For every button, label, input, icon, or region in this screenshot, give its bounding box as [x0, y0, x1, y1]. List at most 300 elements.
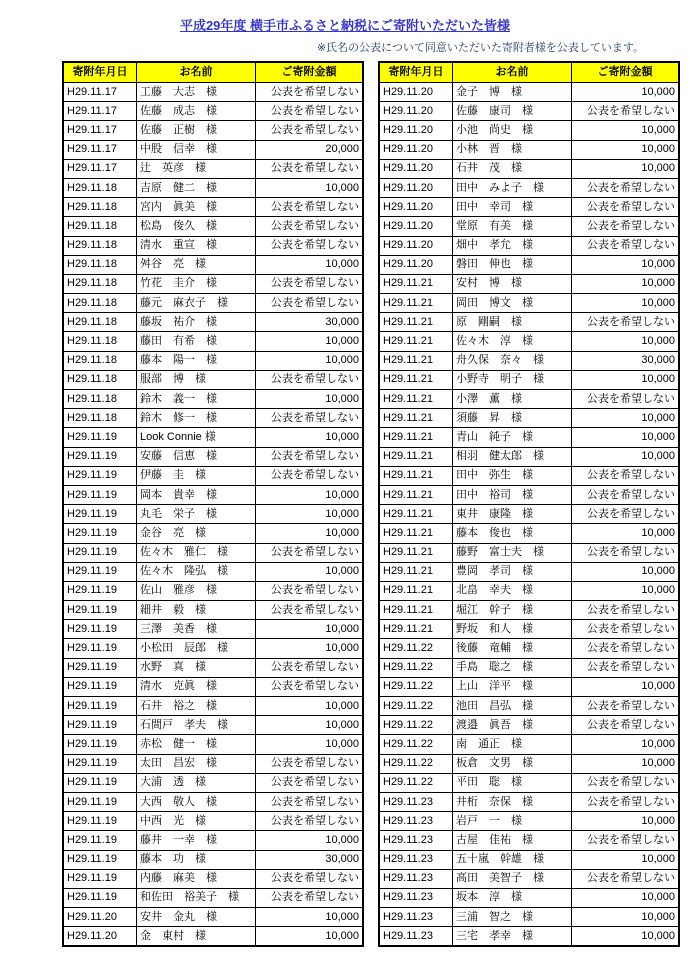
donation-date-cell: H29.11.19 — [63, 466, 137, 485]
donor-name-cell: 佐山 雅彦 様 — [137, 581, 256, 600]
table-row — [63, 716, 363, 735]
donation-date-cell: H29.11.18 — [63, 370, 137, 389]
donor-name-cell: 中股 信幸 様 — [137, 140, 256, 159]
donor-name-cell: 舛谷 亮 様 — [137, 255, 256, 274]
table-row — [379, 543, 679, 562]
donation-date-cell: H29.11.17 — [63, 102, 137, 121]
donor-name-cell: 小池 尚史 様 — [453, 121, 572, 140]
donation-amount-cell: 10,000 — [572, 908, 680, 927]
table-row — [379, 792, 679, 811]
donation-amount-cell: 10,000 — [256, 716, 364, 735]
donor-name-cell: 服部 博 様 — [137, 370, 256, 389]
table-row — [63, 581, 363, 600]
table-row — [63, 370, 363, 389]
table-row — [379, 370, 679, 389]
donation-date-cell: H29.11.22 — [379, 697, 453, 716]
donation-amount-cell: 公表を希望しない — [572, 313, 680, 332]
donor-name-cell: 池田 昌弘 様 — [453, 697, 572, 716]
donor-name-cell: 青山 純子 様 — [453, 428, 572, 447]
donation-amount-cell: 公表を希望しない — [256, 236, 364, 255]
donor-name-cell: 板倉 文男 様 — [453, 754, 572, 773]
donor-name-cell: 豊岡 孝司 様 — [453, 562, 572, 581]
donation-date-cell: H29.11.17 — [63, 83, 137, 102]
donation-amount-cell: 公表を希望しない — [572, 217, 680, 236]
donation-amount-cell: 公表を希望しない — [572, 466, 680, 485]
donor-name-cell: 佐々木 隆弘 様 — [137, 562, 256, 581]
table-row — [63, 217, 363, 236]
donation-amount-cell: 公表を希望しない — [256, 409, 364, 428]
table-row — [63, 888, 363, 907]
donor-name-cell: 手島 聡之 様 — [453, 658, 572, 677]
page-subtitle: ※氏名の公表について同意いただいた寄附者様を公表しています。 — [316, 42, 644, 54]
table-row — [63, 390, 363, 409]
donation-amount-cell: 10,000 — [572, 754, 680, 773]
table-row — [63, 697, 363, 716]
table-row — [63, 524, 363, 543]
donation-amount-cell: 公表を希望しない — [572, 601, 680, 620]
table-row — [63, 159, 363, 178]
donation-amount-cell: 10,000 — [256, 390, 364, 409]
table-row — [379, 869, 679, 888]
table-row — [63, 620, 363, 639]
table-row — [63, 83, 363, 102]
donation-date-cell: H29.11.22 — [379, 754, 453, 773]
table-row — [379, 332, 679, 351]
table-row — [63, 121, 363, 140]
donation-amount-cell: 10,000 — [572, 581, 680, 600]
donation-amount-cell: 公表を希望しない — [572, 716, 680, 735]
donor-name-cell: 小林 晋 様 — [453, 140, 572, 159]
table-row — [379, 255, 679, 274]
table-row — [63, 485, 363, 504]
donor-name-cell: 藤田 有希 様 — [137, 332, 256, 351]
table-row — [379, 217, 679, 236]
table-row — [63, 639, 363, 658]
table-row — [379, 351, 679, 370]
donation-amount-cell: 公表を希望しない — [572, 485, 680, 504]
table-row — [379, 697, 679, 716]
donor-name-cell: 清水 重宣 様 — [137, 236, 256, 255]
donation-date-cell: H29.11.19 — [63, 869, 137, 888]
donation-date-cell: H29.11.21 — [379, 409, 453, 428]
donation-amount-cell: 公表を希望しない — [256, 543, 364, 562]
donation-amount-cell: 公表を希望しない — [256, 869, 364, 888]
donation-date-cell: H29.11.20 — [379, 255, 453, 274]
column-header-amount: ご寄附金額 — [256, 62, 364, 83]
donor-name-cell: 田中 みよ子 様 — [453, 178, 572, 197]
table-row — [379, 102, 679, 121]
donor-name-cell: 藤本 功 様 — [137, 850, 256, 869]
table-row — [63, 447, 363, 466]
donation-date-cell: H29.11.19 — [63, 792, 137, 811]
donation-date-cell: H29.11.19 — [63, 677, 137, 696]
table-row — [63, 140, 363, 159]
donation-date-cell: H29.11.21 — [379, 294, 453, 313]
donation-date-cell: H29.11.20 — [63, 927, 137, 947]
donation-date-cell: H29.11.20 — [379, 140, 453, 159]
table-row — [63, 313, 363, 332]
donation-date-cell: H29.11.21 — [379, 485, 453, 504]
donation-amount-cell: 公表を希望しない — [256, 792, 364, 811]
donation-amount-cell: 公表を希望しない — [256, 121, 364, 140]
table-row — [63, 792, 363, 811]
donation-date-cell: H29.11.19 — [63, 485, 137, 504]
donor-name-cell: 田中 幸司 様 — [453, 198, 572, 217]
donor-name-cell: 丸毛 栄子 様 — [137, 505, 256, 524]
donor-name-cell: 東井 康隆 様 — [453, 505, 572, 524]
donation-date-cell: H29.11.19 — [63, 562, 137, 581]
donation-date-cell: H29.11.21 — [379, 505, 453, 524]
table-row — [379, 888, 679, 907]
donation-date-cell: H29.11.19 — [63, 543, 137, 562]
donor-name-cell: 渡邉 眞吾 様 — [453, 716, 572, 735]
table-row — [63, 735, 363, 754]
donation-date-cell: H29.11.22 — [379, 677, 453, 696]
donor-name-cell: 佐藤 正樹 様 — [137, 121, 256, 140]
donor-name-cell: 中西 光 様 — [137, 812, 256, 831]
table-row — [63, 505, 363, 524]
donor-name-cell: 藤元 麻衣子 様 — [137, 294, 256, 313]
donation-amount-cell: 10,000 — [256, 178, 364, 197]
donation-amount-cell: 公表を希望しない — [256, 601, 364, 620]
table-row — [379, 313, 679, 332]
donation-amount-cell: 10,000 — [256, 351, 364, 370]
donation-date-cell: H29.11.20 — [379, 217, 453, 236]
donation-amount-cell: 10,000 — [256, 505, 364, 524]
table-row — [63, 466, 363, 485]
table-row — [63, 601, 363, 620]
donor-name-cell: 南 通正 様 — [453, 735, 572, 754]
table-row — [63, 773, 363, 792]
donation-date-cell: H29.11.23 — [379, 850, 453, 869]
donor-name-cell: 畑中 孝允 様 — [453, 236, 572, 255]
table-row — [63, 274, 363, 293]
table-row — [379, 409, 679, 428]
donor-name-cell: 伊藤 圭 様 — [137, 466, 256, 485]
donation-amount-cell: 公表を希望しない — [572, 658, 680, 677]
donation-date-cell: H29.11.20 — [379, 198, 453, 217]
donation-amount-cell: 10,000 — [572, 121, 680, 140]
donor-name-cell: 石間戸 孝夫 様 — [137, 716, 256, 735]
donation-amount-cell: 公表を希望しない — [572, 236, 680, 255]
donor-name-cell: 藤本 俊也 様 — [453, 524, 572, 543]
donation-date-cell: H29.11.17 — [63, 121, 137, 140]
donation-amount-cell: 10,000 — [572, 159, 680, 178]
donor-name-cell: 佐々木 雅仁 様 — [137, 543, 256, 562]
donor-name-cell: 佐々木 淳 様 — [453, 332, 572, 351]
column-header-name: お名前 — [453, 62, 572, 83]
donation-date-cell: H29.11.23 — [379, 792, 453, 811]
donation-amount-cell: 10,000 — [572, 447, 680, 466]
donation-date-cell: H29.11.19 — [63, 735, 137, 754]
donor-name-cell: 五十嵐 幹雄 様 — [453, 850, 572, 869]
donor-name-cell: 佐藤 成志 様 — [137, 102, 256, 121]
donation-amount-cell: 公表を希望しない — [256, 581, 364, 600]
donor-name-cell: 三浦 智之 様 — [453, 908, 572, 927]
donation-amount-cell: 公表を希望しない — [256, 198, 364, 217]
donation-amount-cell: 20,000 — [256, 140, 364, 159]
donation-date-cell: H29.11.18 — [63, 198, 137, 217]
donation-date-cell: H29.11.20 — [379, 121, 453, 140]
table-row — [63, 908, 363, 927]
donation-amount-cell: 公表を希望しない — [572, 620, 680, 639]
column-header-amount: ご寄附金額 — [572, 62, 680, 83]
donor-name-cell: 金谷 亮 様 — [137, 524, 256, 543]
donation-date-cell: H29.11.20 — [379, 178, 453, 197]
column-header-date: 寄附年月日 — [63, 62, 137, 83]
donation-amount-cell: 10,000 — [256, 485, 364, 504]
table-row — [379, 812, 679, 831]
donor-name-cell: 和佐田 裕美子 様 — [137, 888, 256, 907]
donation-date-cell: H29.11.21 — [379, 447, 453, 466]
page-title-link[interactable]: 平成29年度 横手市ふるさと納税にご寄附いただいた皆様 — [179, 18, 511, 33]
table-row — [379, 140, 679, 159]
donor-name-cell: 石井 茂 様 — [453, 159, 572, 178]
donor-name-cell: 佐藤 康司 様 — [453, 102, 572, 121]
table-row — [63, 178, 363, 197]
donation-amount-cell: 公表を希望しない — [572, 543, 680, 562]
donor-name-cell: 工藤 大志 様 — [137, 83, 256, 102]
title-row — [0, 0, 690, 35]
donation-amount-cell: 公表を希望しない — [256, 466, 364, 485]
donor-name-cell: 大浦 透 様 — [137, 773, 256, 792]
donation-amount-cell: 公表を希望しない — [572, 792, 680, 811]
donor-name-cell: 小野寺 明子 様 — [453, 370, 572, 389]
donor-name-cell: 岩戸 一 様 — [453, 812, 572, 831]
donation-amount-cell: 公表を希望しない — [572, 773, 680, 792]
donation-amount-cell: 10,000 — [256, 620, 364, 639]
donor-name-cell: 相羽 健太郎 様 — [453, 447, 572, 466]
table-row — [63, 869, 363, 888]
donation-amount-cell: 10,000 — [256, 255, 364, 274]
table-row — [379, 850, 679, 869]
donation-date-cell: H29.11.18 — [63, 274, 137, 293]
donation-amount-cell: 公表を希望しない — [572, 869, 680, 888]
table-row — [379, 83, 679, 102]
table-row — [379, 428, 679, 447]
table-row — [379, 927, 679, 947]
table-row — [63, 332, 363, 351]
donor-name-cell: 須藤 昇 様 — [453, 409, 572, 428]
donation-amount-cell: 公表を希望しない — [572, 831, 680, 850]
donation-date-cell: H29.11.22 — [379, 716, 453, 735]
donor-name-cell: 太田 昌宏 様 — [137, 754, 256, 773]
donation-amount-cell: 公表を希望しない — [256, 159, 364, 178]
donation-amount-cell: 公表を希望しない — [256, 274, 364, 293]
donation-date-cell: H29.11.18 — [63, 409, 137, 428]
donor-name-cell: 三宅 孝幸 様 — [453, 927, 572, 947]
donation-amount-cell: 30,000 — [572, 351, 680, 370]
table-row — [63, 294, 363, 313]
table-row — [63, 255, 363, 274]
donation-date-cell: H29.11.19 — [63, 888, 137, 907]
donation-amount-cell: 10,000 — [572, 428, 680, 447]
donor-name-cell: 原 剛嗣 様 — [453, 313, 572, 332]
donation-date-cell: H29.11.22 — [379, 639, 453, 658]
donor-name-cell: 田中 裕司 様 — [453, 485, 572, 504]
donor-name-cell: 安藤 信恵 様 — [137, 447, 256, 466]
donor-name-cell: 岡田 博文 様 — [453, 294, 572, 313]
table-row — [379, 677, 679, 696]
donation-date-cell: H29.11.21 — [379, 428, 453, 447]
donation-date-cell: H29.11.19 — [63, 831, 137, 850]
donation-date-cell: H29.11.21 — [379, 390, 453, 409]
donation-amount-cell: 10,000 — [256, 927, 364, 947]
donation-date-cell: H29.11.21 — [379, 620, 453, 639]
table-row — [379, 466, 679, 485]
donation-date-cell: H29.11.23 — [379, 812, 453, 831]
table-row — [379, 505, 679, 524]
table-row — [63, 677, 363, 696]
donation-date-cell: H29.11.21 — [379, 351, 453, 370]
donation-amount-cell: 10,000 — [572, 735, 680, 754]
donation-date-cell: H29.11.19 — [63, 716, 137, 735]
donor-name-cell: 後藤 竜輔 様 — [453, 639, 572, 658]
donor-name-cell: 鈴木 修一 様 — [137, 409, 256, 428]
table-row — [63, 850, 363, 869]
donation-amount-cell: 公表を希望しない — [256, 677, 364, 696]
donation-date-cell: H29.11.19 — [63, 850, 137, 869]
donor-name-cell: 藤坂 祐介 様 — [137, 313, 256, 332]
donation-amount-cell: 10,000 — [572, 140, 680, 159]
donor-name-cell: 松島 俊久 様 — [137, 217, 256, 236]
table-row — [63, 102, 363, 121]
donation-date-cell: H29.11.19 — [63, 697, 137, 716]
table-row — [379, 639, 679, 658]
donor-name-cell: 赤松 健一 様 — [137, 735, 256, 754]
donation-date-cell: H29.11.18 — [63, 255, 137, 274]
donation-amount-cell: 公表を希望しない — [572, 639, 680, 658]
donation-amount-cell: 公表を希望しない — [572, 697, 680, 716]
donation-amount-cell: 10,000 — [572, 83, 680, 102]
donation-date-cell: H29.11.19 — [63, 754, 137, 773]
donation-amount-cell: 公表を希望しない — [572, 198, 680, 217]
table-row — [379, 274, 679, 293]
donation-amount-cell: 公表を希望しない — [572, 390, 680, 409]
column-header-date: 寄附年月日 — [379, 62, 453, 83]
donation-amount-cell: 公表を希望しない — [256, 888, 364, 907]
table-row — [379, 716, 679, 735]
donation-amount-cell: 公表を希望しない — [256, 754, 364, 773]
donor-name-cell: 平田 聡 様 — [453, 773, 572, 792]
donation-date-cell: H29.11.23 — [379, 888, 453, 907]
donor-name-cell: 岡本 貴幸 様 — [137, 485, 256, 504]
donation-amount-cell: 10,000 — [572, 677, 680, 696]
donation-amount-cell: 10,000 — [256, 332, 364, 351]
table-row — [63, 409, 363, 428]
donation-amount-cell: 公表を希望しない — [256, 294, 364, 313]
table-row — [379, 908, 679, 927]
donation-date-cell: H29.11.19 — [63, 773, 137, 792]
donation-amount-cell: 10,000 — [256, 735, 364, 754]
donation-date-cell: H29.11.19 — [63, 812, 137, 831]
donation-date-cell: H29.11.20 — [63, 908, 137, 927]
table-row — [379, 562, 679, 581]
header-row — [63, 62, 363, 83]
donation-date-cell: H29.11.18 — [63, 351, 137, 370]
donation-date-cell: H29.11.23 — [379, 869, 453, 888]
donor-name-cell: 辻 英彦 様 — [137, 159, 256, 178]
donation-date-cell: H29.11.18 — [63, 294, 137, 313]
donor-name-cell: 金子 博 様 — [453, 83, 572, 102]
donation-amount-cell: 公表を希望しない — [572, 505, 680, 524]
donor-name-cell: 高田 美智子 様 — [453, 869, 572, 888]
donation-date-cell: H29.11.23 — [379, 927, 453, 947]
donor-table-right — [378, 61, 680, 947]
table-row — [63, 236, 363, 255]
donation-date-cell: H29.11.17 — [63, 159, 137, 178]
table-row — [63, 812, 363, 831]
donation-amount-cell: 30,000 — [256, 850, 364, 869]
table-row — [379, 447, 679, 466]
donation-date-cell: H29.11.21 — [379, 274, 453, 293]
donation-amount-cell: 30,000 — [256, 313, 364, 332]
donor-name-cell: 藤本 陽一 様 — [137, 351, 256, 370]
table-row — [379, 121, 679, 140]
table-row — [379, 773, 679, 792]
table-row — [379, 735, 679, 754]
donor-name-cell: 堂原 有美 様 — [453, 217, 572, 236]
table-row — [63, 198, 363, 217]
donation-date-cell: H29.11.19 — [63, 620, 137, 639]
donation-date-cell: H29.11.17 — [63, 140, 137, 159]
donor-name-cell: 大西 敬人 様 — [137, 792, 256, 811]
donation-date-cell: H29.11.19 — [63, 447, 137, 466]
donation-amount-cell: 10,000 — [256, 831, 364, 850]
donor-name-cell: 坂本 淳 様 — [453, 888, 572, 907]
donor-name-cell: 北畠 幸夫 様 — [453, 581, 572, 600]
donation-amount-cell: 10,000 — [572, 332, 680, 351]
donation-date-cell: H29.11.21 — [379, 543, 453, 562]
donation-amount-cell: 10,000 — [572, 812, 680, 831]
donation-date-cell: H29.11.18 — [63, 332, 137, 351]
donation-amount-cell: 公表を希望しない — [256, 812, 364, 831]
donor-name-cell: 三澤 美香 様 — [137, 620, 256, 639]
donation-date-cell: H29.11.19 — [63, 601, 137, 620]
table-row — [379, 754, 679, 773]
donor-name-cell: 田中 弥生 様 — [453, 466, 572, 485]
table-row — [63, 658, 363, 677]
donation-amount-cell: 10,000 — [572, 888, 680, 907]
donation-amount-cell: 10,000 — [572, 850, 680, 869]
donation-date-cell: H29.11.21 — [379, 332, 453, 351]
donation-amount-cell: 10,000 — [572, 524, 680, 543]
donor-name-cell: Look Connie 様 — [137, 428, 256, 447]
donation-amount-cell: 公表を希望しない — [256, 447, 364, 466]
donation-amount-cell: 公表を希望しない — [256, 370, 364, 389]
table-row — [63, 927, 363, 947]
donation-date-cell: H29.11.19 — [63, 581, 137, 600]
table-row — [379, 581, 679, 600]
table-row — [379, 159, 679, 178]
donation-amount-cell: 公表を希望しない — [256, 102, 364, 121]
donation-amount-cell: 10,000 — [572, 274, 680, 293]
donor-name-cell: 上山 洋平 様 — [453, 677, 572, 696]
table-row — [379, 601, 679, 620]
donation-date-cell: H29.11.23 — [379, 908, 453, 927]
donation-date-cell: H29.11.19 — [63, 505, 137, 524]
donation-date-cell: H29.11.18 — [63, 178, 137, 197]
donation-amount-cell: 公表を希望しない — [572, 102, 680, 121]
donation-date-cell: H29.11.22 — [379, 773, 453, 792]
donor-name-cell: 藤野 富士夫 様 — [453, 543, 572, 562]
donation-date-cell: H29.11.18 — [63, 217, 137, 236]
donation-amount-cell: 10,000 — [256, 524, 364, 543]
donor-name-cell: 藤井 一幸 様 — [137, 831, 256, 850]
header-row — [379, 62, 679, 83]
donation-date-cell: H29.11.21 — [379, 524, 453, 543]
donation-date-cell: H29.11.19 — [63, 428, 137, 447]
